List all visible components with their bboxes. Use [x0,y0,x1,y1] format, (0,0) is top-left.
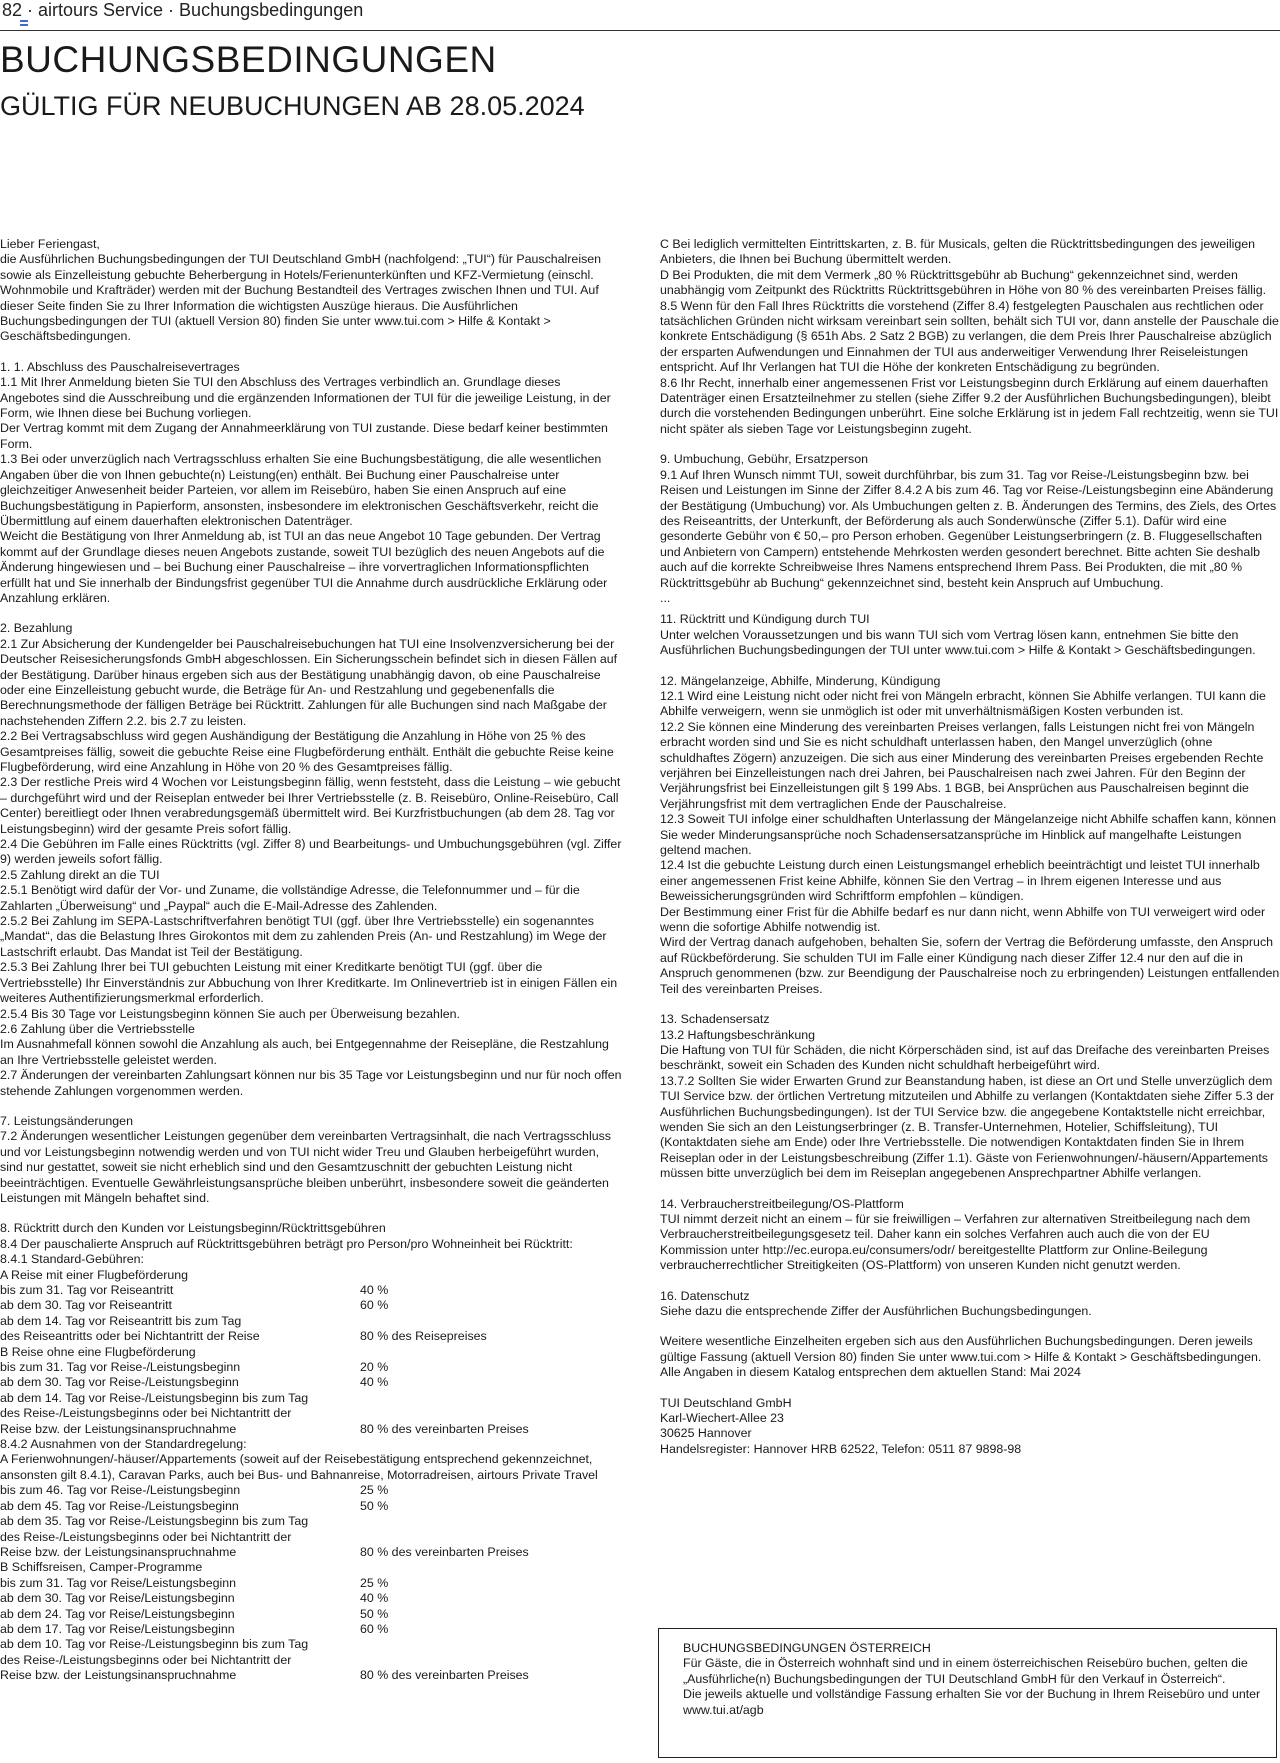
section-14-heading: 14. Verbraucherstreitbeilegung/OS-Plattform [660,1196,904,1211]
section-12-4c: Wird der Vertrag danach aufgehoben, behalten Sie, sofern der Vertrag die Beförderung umfasste, den Anspruch auf Rückbeförderung. Sie schulden TUI im Falle einer Kündigung nach dieser Ziffer 12.4 nur den auf die in Anspruch genommenen (bzw. zur Beendigung der Pauschalreise noch zu erbringenden) Leistungen entfallenden Teil des vereinbarten Preises. [660,935,1280,996]
fee-group-c: C Bei lediglich vermittelten Eintrittskarten, z. B. für Musicals, gelten die Rücktrittsbedingungen des jeweiligen Anbieters, die Ihnen bei Buchung übermittelt werden. [660,237,1256,267]
fee-row: ab dem 24. Tag vor Reise/Leistungsbeginn 50 % [0,1606,389,1621]
fee-group-a-heading: A Reise mit einer Flugbeförderung [0,1267,189,1282]
fee-table-fw [0,1483,622,1560]
section-13-heading: 13. Schadensersatz [660,1012,770,1027]
section-8-5: 8.5 Wenn für den Fall Ihres Rücktritts die vorstehend (Ziffer 8.4) festgelegten Pauschalen aus rechtlichen oder tatsächlichen Gründen nicht wirksam vereinbart sein sollten, behält sich TUI vor, dann anstelle der Pauschale die konkrete Entschädigung (§ 651h Abs. 2 Satz 2 BGB) zu verlangen, die dem Preis Ihrer Pauschalreise abzüglich der ersparten Aufwendungen und Einnahmen der TUI aus anderweitiger Verwendung Ihrer Reiseleistungen entspricht. Auf Ihr Verlangen hat TUI die Höhe der konkreten Entschädigung zu begründen. [660,298,1279,375]
austria-box-title: BUCHUNGSBEDINGUNGEN ÖSTERREICH [683,1641,931,1655]
fee-row: ab dem 30. Tag vor Reise-/Leistungsbeginn 40 % [0,1375,389,1390]
fee-row: des Reise-/Leistungsbeginns oder bei Nichtantritt der [0,1406,292,1421]
fee-group-b-heading: B Reise ohne eine Flugbeförderung [0,1344,196,1359]
section-11-heading: 11. Rücktritt und Kündigung durch TUI [660,612,870,627]
fee-row: des Reise-/Leistungsbeginns oder bei Nichtantritt der [0,1652,292,1667]
fee-row: ab dem 45. Tag vor Reise-/Leistungsbeginn 50 % [0,1498,389,1513]
catalog-status: Alle Angaben in diesem Katalog entsprechen dem aktuellen Stand: Mai 2024 [660,1365,1081,1380]
section-2-5: 2.5 Zahlung direkt an die TUI [0,867,160,882]
fee-group-d: D Bei Produkten, die mit dem Vermerk „80 % Rücktrittsgebühr ab Buchung“ gekennzeichnet sind, werden unabhängig vom Zeitpunkt des Rücktritts Rücktrittsgebühren in Höhe von 80 % des vereinbarten Preises fällig. [660,267,1267,298]
section-2-6b: Im Ausnahmefall können sowohl die Anzahlung als auch, bei Entgegennahme der Reisepläne, die Restzahlung an Ihre Vertriebsstelle geleistet werden. [0,1037,609,1067]
section-12-1: 12.1 Wird eine Leistung nicht oder nicht frei von Mängeln erbracht, können Sie Abhilfe verlangen. TUI kann die Abhilfe verweigern, wenn sie unmöglich ist oder mit unverhältnismäßigen Kosten verbunden ist. [660,688,1266,719]
section-2-5-1: 2.5.1 Benötigt wird dafür der Vor- und Zuname, die vollständige Adresse, die Telefonnummer und – für die Zahlarten „Überweisung“ und „Paypal“ auch die E-Mail-Adresse des Zahlenden. [0,883,580,913]
fee-row: ab dem 14. Tag vor Reise-/Leistungsbeginn bis zum Tag [0,1390,309,1405]
fee-table-b [0,1360,622,1437]
fee-group-ship-heading: B Schiffsreisen, Camper-Programme [0,1560,203,1575]
section-16-body: Siehe dazu die entsprechende Ziffer der Ausführlichen Buchungsbedingungen. [660,1304,1092,1318]
section-1-3b: Weicht die Bestätigung von Ihrer Anmeldung ab, ist TUI an das neue Angebot 10 Tage gebunden. Der Vertrag kommt auf der Grundlage dieses neuen Angebots zustande, soweit TUI bezüglich des neuen Angebots auf die Änderung hingewiesen und – bei Buchung einer Pauschalreise – ihre vorvertraglichen Informationspflichten erfüllt hat und Sie innerhalb der Bindungsfrist gegenüber TUI die Annahme durch ausdrückliche Erklärung oder Anzahlung erklären. [0,529,608,605]
section-8-6: 8.6 Ihr Recht, innerhalb einer angemessenen Frist vor Leistungsbeginn durch Erklärung auf einem dauerhaften Datenträger einen Ersatzteilnehmer zu stellen (siehe Ziffer 9.2 der Ausführlichen Buchungsbedingungen), bleibt durch die vorstehenden Bedingungen unberührt. Eine solche Erklärung ist in jedem Fall rechtzeitig, wenn sie TUI nicht später als sieben Tage vor Leistungsbeginn zugeht. [660,375,1279,436]
section-12-4: 12.4 Ist die gebuchte Leistung durch einen Leistungsmangel erheblich beeinträchtigt und leistet TUI innerhalb einer angemessenen Frist keine Abhilfe, können Sie den Vertrag – in Ihrem eigenen Interesse und aus Beweissicherungsgründen wird Schriftform empfohlen – kündigen. [660,858,1260,904]
page-header [0,0,1280,31]
section-12-heading: 12. Mängelanzeige, Abhilfe, Minderung, Kündigung [660,673,941,688]
section-8-4-2: 8.4.2 Ausnahmen von der Standardregelung: [0,1437,247,1452]
fee-group-fw-heading: A Ferienwohnungen/-häuser/Appartements (soweit auf der Reisebestätigung entsprechend gekennzeichnet, ansonsten gilt 8.4.1), Caravan Parks, auch bei Bus- und Bahnanreise, Motorradreisen, airtours Private Travel [0,1452,598,1482]
fee-row: des Reise-/Leistungsbeginns oder bei Nichtantritt der [0,1529,292,1544]
section-2-5-3: 2.5.3 Bei Zahlung Ihrer bei TUI gebuchten Leistung mit einer Kreditkarte benötigt TUI (ggf. über die Vertriebsstelle) Ihr Einverständnis zur Abbuchung von Ihrer Kreditkarte. Im Onlinevertrieb ist in einigen Fällen ein weiteres Authentifizierungsmerkmal erforderlich. [0,960,618,1006]
section-9-1: 9.1 Auf Ihren Wunsch nimmt TUI, soweit durchführbar, bis zum 31. Tag vor Reise-/Leistungsbeginn bzw. bei Reisen und Leistungen im Sinne der Ziffer 8.4.2 A bis zum 46. Tag vor Reise-/Leistungsbeginn eine Abänderung der Bestätigung (Umbuchung) vor. Als Umbuchungen gelten z. B. Änderungen des Termins, des Ziels, des Ortes des Reiseantritts, der Unterkunft, der Beförderung als auch Sonderwünsche (Ziffer 5.1). Dafür wird eine gesonderte Gebühr von € 50,– pro Person erhoben. Gegenüber Leistungserbringern (z. B. Fluggesellschaften und Anbietern von Campern) entstehende Mehrkosten werden gesondert berechnet. Bitte achten Sie deshalb auch auf die korrekte Schreibweise Ihres Namens entsprechend Ihrem Pass. Bei Produkten, die mit „80 % Rücktrittsgebühr ab Buchung“ gekennzeichnet sind, besteht kein Anspruch auf Umbuchung. [660,467,1277,590]
intro-paragraph: die Ausführlichen Buchungsbedingungen der TUI Deutschland GmbH (nachfolgend: „TUI“) für Pauschalreisen sowie als Einzelleistung gebuchte Beherbergung in Hotels/Ferienunterkünften und KFZ-Vermietung (einschl. Wohnmobile und Krafträder) werden mit der Buchung Bestandteil des Vertrages zwischen Ihnen und TUI. Auf dieser Seite finden Sie zu Ihrer Information die wichtigsten Auszüge hieraus. Die Ausführlichen Buchungsbedingungen der TUI (aktuell Version 80) finden Sie unter www.tui.com > Hilfe & Kontakt > Geschäftsbedingungen. [0,252,602,344]
section-13-2: Die Haftung von TUI für Schäden, die nicht Körperschäden sind, ist auf das Dreifache des vereinbarten Preises beschränkt, soweit ein Schaden des Kunden nicht schuldhaft herbeigeführt wird. [660,1042,1270,1073]
left-column [0,237,622,1684]
section-12-4b: Der Bestimmung einer Frist für die Abhilfe bedarf es nur dann nicht, wenn Abhilfe von TUI verweigert wird oder wenn die sofortige Abhilfe notwendig ist. [660,904,1266,935]
page-title: BUCHUNGSBEDINGUNGEN [0,39,497,80]
section-2-3: 2.3 Der restliche Preis wird 4 Wochen vor Leistungsbeginn fällig, wenn feststeht, dass die Leistung – wie gebucht – durchgeführt wird und der Reiseplan entweder bei Ihrer Vertriebsstelle (z. B. Reisebüro, Online-Reisebüro, Call Center) bereitliegt oder Ihnen verabredungsgemäß übermittelt wird. Bei Kurzfristbuchungen (ab dem 28. Tag vor Leistungsbeginn) wird der gesamte Preis sofort fällig. [0,775,621,836]
section-2-6: 2.6 Zahlung über die Vertriebsstelle [0,1021,195,1036]
austria-box-body: Für Gäste, die in Österreich wohnhaft sind und in einem österreichischen Reisebüro buchen, gelten die „Ausführliche(n) Buchungsbedingungen der TUI Deutschland GmbH für den Verkauf in Österreich“. [683,1656,1248,1686]
section-11-body: Unter welchen Voraussetzungen und bis wann TUI sich vom Vertrag lösen kann, entnehmen Sie bitte den Ausführlichen Buchungsbedingungen der TUI unter www.tui.com > Hilfe & Kontakt > Geschäftsbedingungen. [660,627,1256,658]
right-column [660,237,1280,1457]
section-2-5-4: 2.5.4 Bis 30 Tage vor Leistungsbeginn können Sie auch per Überweisung bezahlen. [0,1006,460,1021]
fee-row: ab dem 10. Tag vor Reise-/Leistungsbeginn bis zum Tag [0,1637,309,1652]
section-12-2: 12.2 Sie können eine Minderung des vereinbarten Preises verlangen, falls Leistungen nicht frei von Mängeln erbracht worden sind und Sie es nicht schuldhaft unterlassen haben, den Mangel unverzüglich (ohne schuldhaftes Zögern) anzuzeigen. Die sich aus einer Minderung des vereinbarten Preises ergebenden Rechte verjähren bei Einzelleistungen nach drei Jahren, bei Pauschalreisen nach zwei Jahren. Für den Beginn der Verjährungsfrist bei Einzelleistungen gilt § 199 Abs. 1 BGB, bei Ansprüchen aus Pauschalreisen beginnt die Verjährungsfrist mit dem vertraglichen Ende der Pauschalreise. [660,719,1264,811]
section-2-5-2: 2.5.2 Bei Zahlung im SEPA-Lastschriftverfahren benötigt TUI (ggf. über Ihre Vertriebsstelle) ein sogenanntes „Mandat“, das die Belastung Ihres Girokontos mit dem zu zahlenden Preis (An- und Restzahlung) im Wege der Lastschrift erlaubt. Das Mandat ist Teil der Bestätigung. [0,914,607,959]
fee-row: ab dem 30. Tag vor Reise/Leistungsbeginn 40 % [0,1591,389,1606]
header-line: 82 · airtours Service · Buchungsbedingungen [2,0,364,20]
section-1-3: 1.3 Bei oder unverzüglich nach Vertragsschluss erhalten Sie eine Buchungsbestätigung, die alle wesentlichen Angaben über die von Ihnen gebuchte(n) Leistung(en) enthält. Bei Buchung einer Pauschalreise unter gleichzeitiger Anwesenheit beider Parteien, vor allem im Reisebüro, haben Sie einen Anspruch auf eine Buchungsbestätigung in Papierform, ansonsten, insbesondere im elektronischen Geschäftsverkehr, reicht die Übermittlung auf einem dauerhaften elektronischen Datenträger. [0,452,602,528]
fee-row: Reise bzw. der Leistungsinanspruchnahme 80 % des vereinbarten Preises [0,1668,529,1683]
section-1-heading: 1. 1. Abschluss des Pauschalreisevertrages [0,359,240,374]
fee-row: des Reiseantritts oder bei Nichtantritt der Reise 80 % des Reisepreises [0,1329,487,1344]
closing-paragraph: Weitere wesentliche Einzelheiten ergeben sich aus den Ausführlichen Buchungsbedingungen. Deren jeweils gültige Fassung (aktuell Version 80) finden Sie unter www.tui.com > Hilfe & Kontakt > Geschäftsbedingungen. [660,1334,1262,1364]
section-1-1: 1.1 Mit Ihrer Anmeldung bieten Sie TUI den Abschluss des Vertrages verbindlich an. Grundlage dieses Angebotes sind die Ausschreibung und die ergänzenden Informationen der TUI für die jeweilige Leistung, in der Form, wie Ihnen diese bei Buchung vorliegen. [0,375,611,421]
section-2-2: 2.2 Bei Vertragsabschluss wird gegen Aushändigung der Bestätigung die Anzahlung in Höhe von 25 % des Gesamtpreises fällig, soweit die gebuchte Reise eine Flugbeförderung enthält. Enthält die gebuchte Reise keine Flugbeförderung, wird eine Anzahlung in Höhe von 20 % des Gesamtpreises fällig. [0,729,614,774]
company-street: Karl-Wiechert-Allee 23 [660,1411,784,1426]
section-12-3: 12.3 Soweit TUI infolge einer schuldhaften Unterlassung der Mängelanzeige nicht Abhilfe schaffen kann, können Sie weder Minderungsansprüche noch Schadensersatzansprüche im Hinblick auf mangelhafte Leistungen geltend machen. [660,812,1277,858]
fee-table-ship [0,1576,622,1684]
section-9-heading: 9. Umbuchung, Gebühr, Ersatzperson [660,452,869,467]
austria-box-body2: Die jeweils aktuelle und vollständige Fassung erhalten Sie vor der Buchung in Ihrem Reisebüro und unter www.tui.at/agb [683,1687,1261,1717]
fee-row: ab dem 35. Tag vor Reise-/Leistungsbeginn bis zum Tag [0,1514,309,1529]
header-marker-icon [20,20,28,26]
section-2-1: 2.1 Zur Absicherung der Kundengelder bei Pauschalreisebuchungen hat TUI eine Insolvenzversicherung bei der Deutscher Reisesicherungsfonds GmbH abgeschlossen. Ein Sicherungsschein befindet sich in diesen Fällen auf der Bestätigung. Darüber hinaus ergeben sich aus der Bestätigung unabhängig davon, ob eine Pauschalreise oder eine Einzelleistung gebucht wurde, die Beträge für An- und Restzahlung und gegebenenfalls die Berechnungsmethode der fälligen Beträge bei Rücktritt. Zahlungen für alle Buchungen sind nach Maßgabe der nachstehenden Ziffern 2.2. bis 2.7 zu leisten. [0,636,618,728]
section-13-7-2: 13.7.2 Sollten Sie wider Erwarten Grund zur Beanstandung haben, ist diese an Ort und Stelle unverzüglich dem TUI Service bzw. der örtlichen Vertretung mitzuteilen und Abhilfe zu verlangen (Kontaktdaten siehe Ziffer 5.3 der Ausführlichen Buchungsbedingungen). Ist der TUI Service bzw. die angegebene Kontaktstelle nicht erreichbar, wenden Sie sich an den Leistungserbringer (z. B. Transfer-Unternehmen, Hotelier, Schiffsleitung), TUI (Kontaktdaten siehe am Ende) oder Ihre Vertriebsstelle. Die notwendigen Kontaktdaten finden Sie in Ihrem Reiseplan oder in der Leistungsbeschreibung (Ziffer 1.1). Gäste von Ferienwohnungen/-häusern/Appartements müssen bitte unverzüglich bei dem im Reiseplan angegebenen Ansprechpartner Abhilfe verlangen. [660,1073,1275,1181]
section-7-heading: 7. Leistungsänderungen [0,1113,133,1128]
section-8-4-1: 8.4.1 Standard-Gebühren: [0,1252,144,1267]
fee-row: bis zum 46. Tag vor Reise-/Leistungsbeginn 25 % [0,1483,389,1498]
section-8-4: 8.4 Der pauschalierte Anspruch auf Rücktrittsgebühren beträgt pro Person/pro Wohneinheit bei Rücktritt: [0,1236,573,1251]
section-8-heading: 8. Rücktritt durch den Kunden vor Leistungsbeginn/Rücktrittsgebühren [0,1221,386,1236]
fee-row: Reise bzw. der Leistungsinanspruchnahme 80 % des vereinbarten Preises [0,1421,529,1436]
fee-row: bis zum 31. Tag vor Reiseantritt 40 % [0,1283,389,1297]
section-16-heading: 16. Datenschutz [660,1288,750,1303]
fee-row: Reise bzw. der Leistungsinanspruchnahme 80 % des vereinbarten Preises [0,1544,529,1559]
section-13-2-heading: 13.2 Haftungsbeschränkung [660,1027,815,1042]
section-1-1b: Der Vertrag kommt mit dem Zugang der Annahmeerklärung von TUI zustande. Diese bedarf keiner bestimmten Form. [0,421,608,451]
company-city: 30625 Hannover [660,1426,752,1441]
fee-row: ab dem 30. Tag vor Reiseantritt 60 % [0,1298,389,1313]
greeting: Lieber Feriengast, [0,237,100,251]
section-2-4: 2.4 Die Gebühren im Falle eines Rücktritts (vgl. Ziffer 8) und Bearbeitungs- und Umbuchungsgebühren (vgl. Ziffer 9) werden jeweils sofort fällig. [0,837,622,867]
ellipsis: ... [660,590,671,605]
page-subtitle: GÜLTIG FÜR NEUBUCHUNGEN AB 28.05.2024 [0,91,585,121]
section-2-7: 2.7 Änderungen der vereinbarten Zahlungsart können nur bis 35 Tage vor Leistungsbeginn und nur für noch offen stehende Zahlungen vorgenommen werden. [0,1068,622,1098]
section-14-body: TUI nimmt derzeit nicht an einem – für sie freiwilligen – Verfahren zur alternativen Streitbeilegung nach dem Verbraucherstreitbeilegungsgesetz teil. Daher kann ein solches Verfahren auch auch die von der EU Kommission unter http://ec.europa.eu/consumers/odr/ bereitgestellte Plattform zur Online-Beilegung verbraucherrechtlicher Streitigkeiten (OS-Plattform) von unseren Kunden nicht genutzt werden. [660,1211,1251,1273]
austria-box [658,1628,1277,1758]
section-7-2: 7.2 Änderungen wesentlicher Leistungen gegenüber dem vereinbarten Vertragsinhalt, die nach Vertragsschluss und vor Leistungsbeginn notwendig werden und von TUI nicht wider Treu und Glauben herbeigeführt wurden, sind nur gestattet, soweit sie nicht erheblich sind und den Gesamtzuschnitt der gebuchten Leistung nicht beeinträchtigen. Eventuelle Gewährleistungsansprüche bleiben unberührt, insbesondere soweit die geänderten Leistungen mit Mängeln behaftet sind. [0,1129,611,1205]
section-2-heading: 2. Bezahlung [0,621,73,636]
fee-table-a [0,1283,622,1345]
fee-row: ab dem 14. Tag vor Reiseantritt bis zum Tag [0,1313,242,1328]
company-address [660,1396,1280,1458]
fee-row: ab dem 17. Tag vor Reise/Leistungsbeginn 60 % [0,1621,389,1636]
fee-row: bis zum 31. Tag vor Reise/Leistungsbeginn 25 % [0,1575,389,1590]
company-name: TUI Deutschland GmbH [660,1395,792,1410]
fee-row: bis zum 31. Tag vor Reise-/Leistungsbeginn 20 % [0,1360,389,1375]
company-register: Handelsregister: Hannover HRB 62522, Telefon: 0511 87 9898-98 [660,1441,1022,1456]
